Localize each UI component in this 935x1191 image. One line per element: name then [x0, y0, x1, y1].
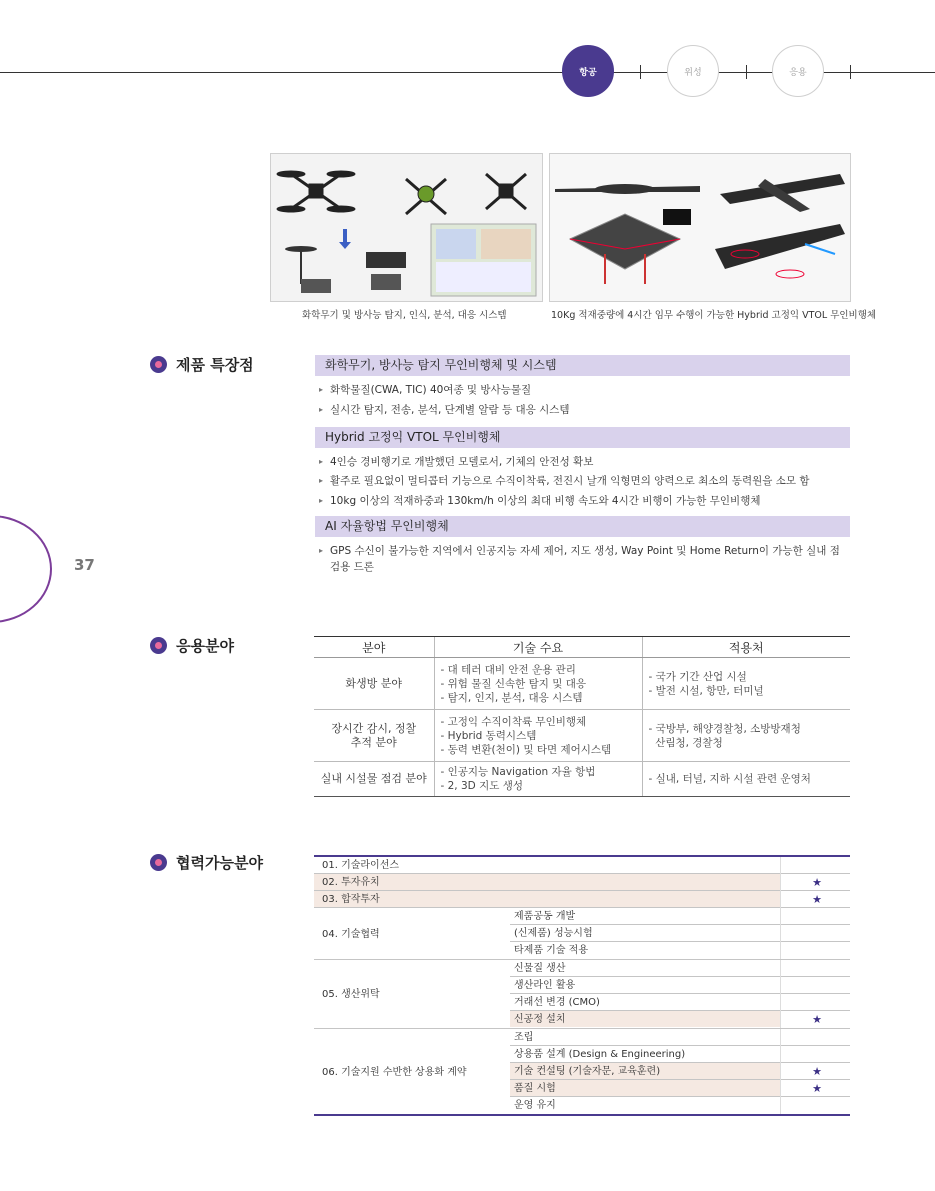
- coop-group: [314, 960, 850, 1029]
- coop-sub-label: (신제품) 성능시험: [514, 928, 593, 939]
- feature-item: ▸ GPS 수신이 불가능한 지역에서 인공지능 자세 제어, 지도 생성, Way Point 및 Home Return이 가능한 실내 점검용 드론: [319, 543, 845, 575]
- features-section-title: [150, 354, 254, 375]
- table-header: 분야: [314, 637, 434, 658]
- coop-sub-label: 기술 컨설팅 (기술자문, 교육훈련): [514, 1066, 661, 1077]
- page-number: 37: [74, 556, 95, 574]
- table-row: [314, 710, 850, 762]
- coop-sub-label: 제품공동 개발: [514, 911, 576, 922]
- nav-divider: [746, 65, 747, 79]
- coop-sub-label: 생산라인 활용: [514, 980, 576, 991]
- section-bullet-icon: [150, 356, 167, 373]
- chemical-detection-drone-image: [270, 153, 543, 302]
- star-icon: ★: [812, 1065, 822, 1078]
- nav-divider: [640, 65, 641, 79]
- coop-sub-label: 신공정 설치: [514, 1014, 566, 1025]
- coop-row: [314, 891, 850, 908]
- table-header: 기술 수요: [434, 637, 642, 658]
- coop-sub-label: 타제품 기술 적용: [514, 945, 588, 956]
- table-header-row: [314, 637, 850, 658]
- field-cell: 장시간 감시, 정찰 추적 분야: [314, 710, 434, 762]
- feature-item: ▸ 활주로 필요없이 멀티콥터 기능으로 수직이착륙, 전진시 날개 익형면의 양력으로 최소의 동력원을 소모 함: [319, 473, 849, 489]
- field-cell: 실내 시설물 점검 분야: [314, 762, 434, 797]
- coop-sub-label: 품질 시험: [514, 1083, 556, 1094]
- left-image-caption: 화학무기 및 방사능 탐지, 인식, 분석, 대응 시스템: [302, 310, 507, 321]
- feature-item: ▸ 실시간 탐지, 전송, 분석, 단계별 알람 등 대응 시스템: [319, 402, 849, 418]
- coop-sub-label: 상용품 설계 (Design & Engineering): [514, 1049, 686, 1060]
- section-bullet-icon: [150, 637, 167, 654]
- coop-group-label: 06. 기술지원 수반한 상용화 계약: [322, 1067, 467, 1078]
- cooperation-section-title: [150, 852, 263, 873]
- tab-application[interactable]: 응용: [772, 45, 824, 97]
- right-image-caption: 10Kg 적재중량에 4시간 임무 수행이 가능한 Hybrid 고정익 VTOL 무인비행체: [551, 310, 877, 321]
- coop-group-label: 05. 생산위탁: [322, 989, 380, 1000]
- feature-heading: Hybrid 고정익 VTOL 무인비행체: [315, 427, 850, 448]
- feature-heading: AI 자율항법 무인비행체: [315, 516, 850, 537]
- usage-cell: - 실내, 터널, 지하 시설 관련 운영처: [642, 762, 850, 797]
- coop-sub-label: 거래선 변경 (CMO): [514, 997, 600, 1008]
- vtol-drone-image: [549, 153, 851, 302]
- tab-satellite[interactable]: 위성: [667, 45, 719, 97]
- cooperation-table: [314, 855, 850, 1116]
- demand-cell: - 인공지능 Navigation 자율 항법 - 2, 3D 지도 생성: [434, 762, 642, 797]
- nav-divider: [850, 65, 851, 79]
- coop-sub-label: 신물질 생산: [514, 963, 566, 974]
- table-row: [314, 658, 850, 710]
- section-bullet-icon: [150, 854, 167, 871]
- star-icon: ★: [812, 1013, 822, 1026]
- coop-sub-label: 운영 유지: [514, 1100, 556, 1111]
- star-icon: ★: [812, 876, 822, 889]
- coop-group-label: 04. 기술협력: [322, 929, 380, 940]
- field-cell: 화생방 분야: [314, 658, 434, 710]
- usage-cell: - 국가 기간 산업 시설 - 발전 시설, 항만, 터미널: [642, 658, 850, 710]
- application-table: [314, 636, 850, 797]
- coop-row: [314, 874, 850, 891]
- coop-label: 02. 투자유치: [322, 877, 380, 888]
- coop-row: [314, 857, 850, 874]
- coop-group: [314, 908, 850, 960]
- coop-sub-label: 조립: [514, 1032, 534, 1043]
- coop-label: 03. 합작투자: [322, 894, 380, 905]
- application-section-title: [150, 635, 234, 656]
- tab-aviation[interactable]: 항공: [562, 45, 614, 97]
- feature-item: ▸ 10kg 이상의 적재하중과 130km/h 이상의 최대 비행 속도와 4시간 비행이 가능한 무인비행체: [319, 493, 849, 509]
- feature-item: ▸ 화학물질(CWA, TIC) 40여종 및 방사능물질: [319, 382, 849, 398]
- star-icon: ★: [812, 1082, 822, 1095]
- coop-label: 01. 기술라이선스: [322, 860, 400, 871]
- coop-group: [314, 1029, 850, 1114]
- table-header: 적용처: [642, 637, 850, 658]
- usage-cell: - 국방부, 해양경찰청, 소방방재청 산림청, 경찰청: [642, 710, 850, 762]
- demand-cell: - 고정익 수직이착륙 무인비행체 - Hybrid 동력시스템 - 동력 변환(천이) 및 타면 제어시스템: [434, 710, 642, 762]
- demand-cell: - 대 테러 대비 안전 운용 관리 - 위험 물질 신속한 탐지 및 대응 - 탐지, 인지, 분석, 대응 시스템: [434, 658, 642, 710]
- features-title: 제품 특장점: [176, 356, 254, 374]
- table-row: [314, 762, 850, 797]
- cooperation-title: 협력가능분야: [176, 854, 263, 872]
- feature-heading: 화학무기, 방사능 탐지 무인비행체 및 시스템: [315, 355, 850, 376]
- feature-item: ▸ 4인승 경비행기로 개발했던 모델로서, 기체의 안전성 확보: [319, 454, 849, 470]
- application-title: 응용분야: [176, 637, 234, 655]
- star-icon: ★: [812, 893, 822, 906]
- page-arc: [0, 515, 52, 623]
